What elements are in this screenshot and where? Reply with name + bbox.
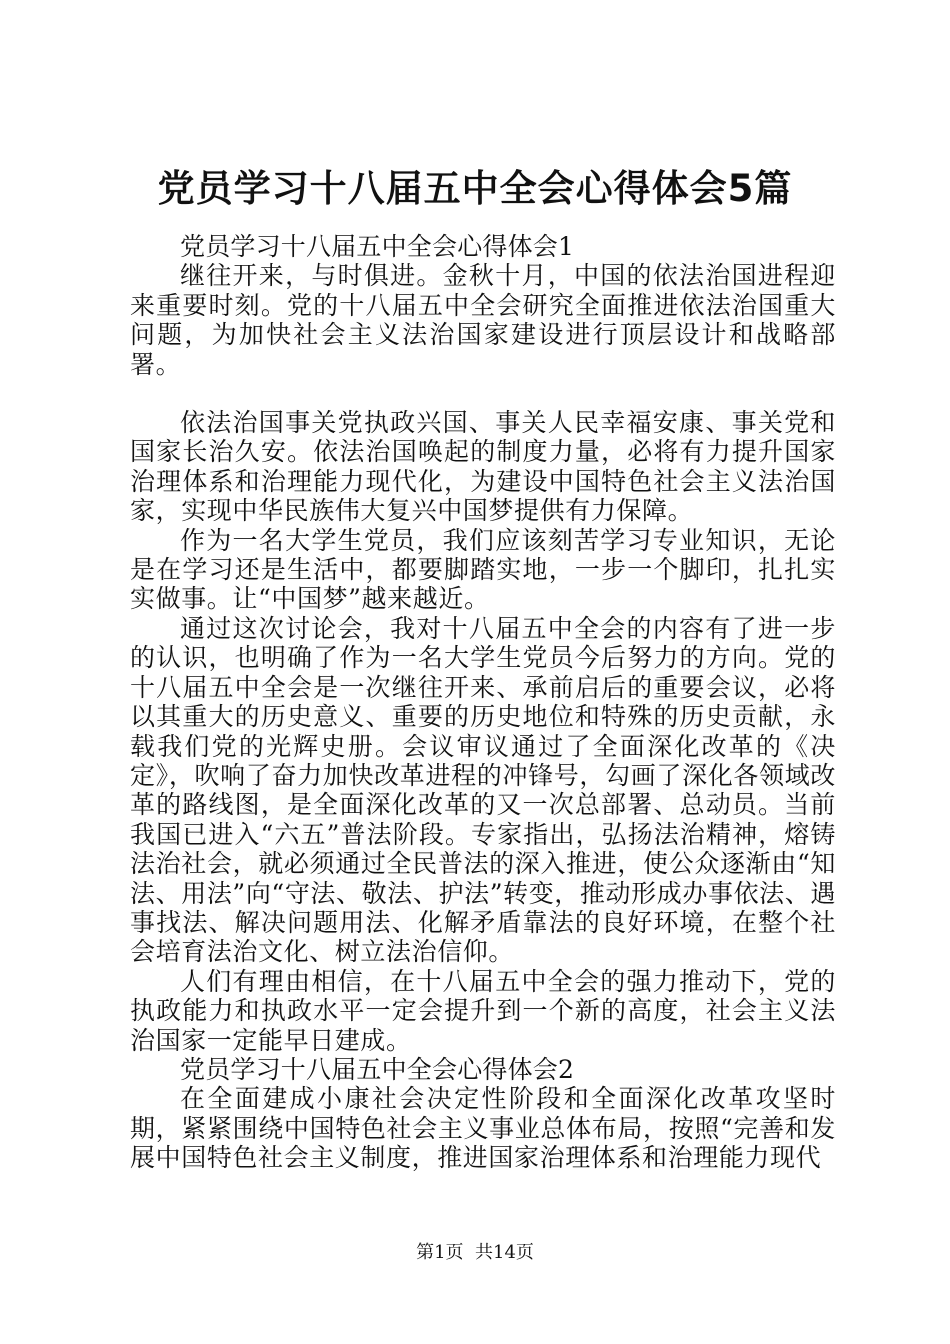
page-footer xyxy=(0,1241,950,1265)
paragraph: 通过这次讨论会，我对十八届五中全会的内容有了进一步的认识，也明确了作为一名大学生党员今后努力的方向。党的十八届五中全会是一次继往开来、承前启后的重要会议，必将以其重大的历史意义、重要的历史地位和特殊的历史贡献，永载我们党的光辉史册。会议审议通过了全面深化改革的《决定》，吹响了奋力加快改革进程的冲锋号，勾画了深化各领域改革的路线图，是全面深化改革的又一次总部署、总动员。当前我国已进入“六五”普法阶段。专家指出，弘扬法治精神，熔铸法治社会，就必须通过全民普法的深入推进，使公众逐渐由“知法、用法”向“守法、敬法、护法”转变，推动形成办事依法、遇事找法、解决问题用法、化解矛盾靠法的良好环境，在整个社会培育法治文化、树立法治信仰。 xyxy=(130,613,836,967)
document-title: 党员学习十八届五中全会心得体会5篇 xyxy=(157,167,793,210)
document-body xyxy=(130,232,836,1173)
paragraph-spacer xyxy=(130,379,836,408)
paragraph: 人们有理由相信，在十八届五中全会的强力推动下，党的执政能力和执政水平一定会提升到一个新的高度，社会主义法治国家一定能早日建成。 xyxy=(130,966,836,1055)
page-middle: 页 共 xyxy=(445,1242,493,1263)
page-suffix: 页 xyxy=(515,1242,534,1263)
page-current: 1 xyxy=(434,1242,446,1263)
page-total: 14 xyxy=(493,1242,516,1263)
paragraph: 依法治国事关党执政兴国、事关人民幸福安康、事关党和国家长治久安。依法治国唤起的制度力量，必将有力提升国家治理体系和治理能力现代化，为建设中国特色社会主义法治国家，实现中华民族伟大复兴中国梦提供有力保障。 xyxy=(130,408,836,526)
paragraph: 作为一名大学生党员，我们应该刻苦学习专业知识，无论是在学习还是生活中，都要脚踏实地，一步一个脚印，扎扎实实做事。让“中国梦”越来越近。 xyxy=(130,525,836,614)
paragraph: 在全面建成小康社会决定性阶段和全面深化改革攻坚时期，紧紧围绕中国特色社会主义事业总体布局，按照“完善和发展中国特色社会主义制度，推进国家治理体系和治理能力现代 xyxy=(130,1084,836,1173)
section-heading-1: 党员学习十八届五中全会心得体会1 xyxy=(180,232,575,261)
paragraph: 继往开来，与时俱进。金秋十月，中国的依法治国进程迎来重要时刻。党的十八届五中全会研究全面推进依法治国重大问题，为加快社会主义法治国家建设进行顶层设计和战略部署。 xyxy=(130,261,836,379)
page-prefix: 第 xyxy=(416,1242,435,1263)
section-heading-2: 党员学习十八届五中全会心得体会2 xyxy=(180,1054,575,1084)
